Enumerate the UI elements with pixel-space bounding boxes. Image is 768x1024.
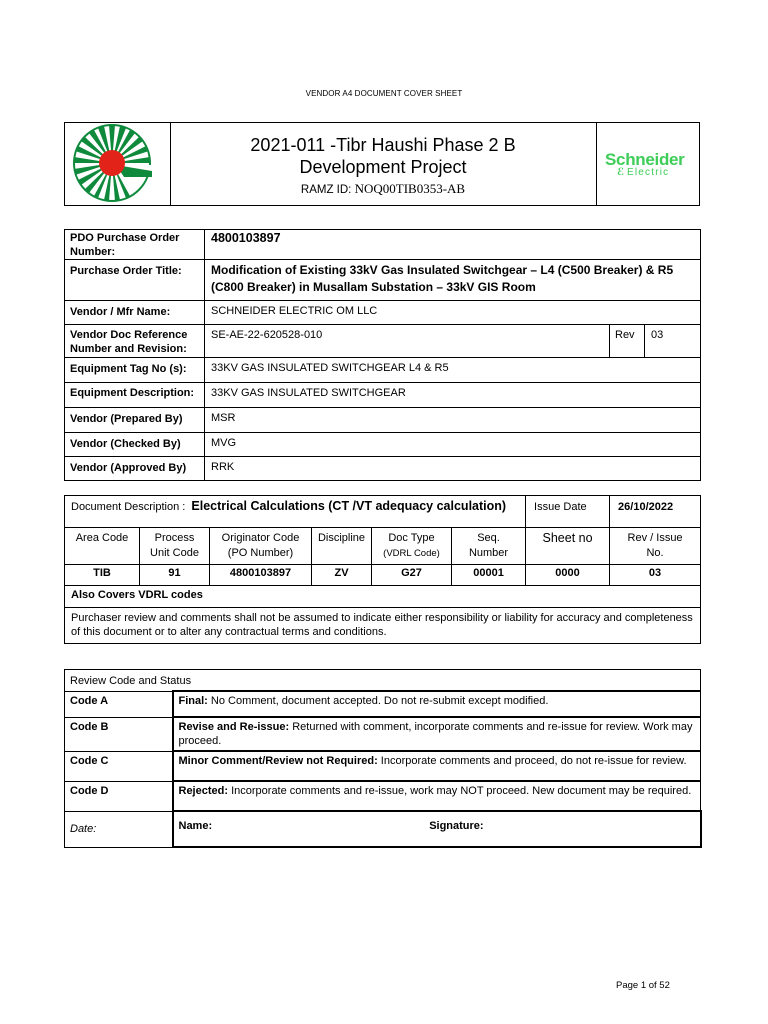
ramz-value: NOQ00TIB0353-AB [354, 181, 466, 196]
review-row-b [65, 717, 701, 751]
tag-value: 33KV GAS INSULATED SWITCHGEAR L4 & R5 [205, 358, 701, 383]
logo-cell [65, 123, 171, 205]
leaf-icon: ℰ [617, 167, 626, 178]
brand-sub [617, 167, 669, 178]
signature-label: Signature: [429, 820, 484, 832]
col-originator: Originator Code (PO Number) [210, 528, 312, 565]
doc-values-row [65, 565, 701, 586]
code-b-label: Code B [65, 717, 173, 751]
doc-desc-label: Document Description : [71, 501, 186, 513]
schneider-logo [596, 123, 700, 205]
ramz-label: RAMZ ID: [300, 184, 352, 196]
col-process: Process Unit Code [140, 528, 210, 565]
also-covers: Also Covers VDRL codes [65, 586, 701, 608]
col-sheet: Sheet no [526, 528, 610, 565]
checked-label: Vendor (Checked By) [65, 433, 205, 457]
review-row-c [65, 751, 701, 781]
code-b-desc: Revise and Re-issue: Returned with comment, incorporate comments and re-issue for review. Work may proceed. [173, 717, 701, 751]
col-doc-type: Doc Type (VDRL Code) [372, 528, 452, 565]
col-rev: Rev / Issue No. [610, 528, 701, 565]
equip-value: 33KV GAS INSULATED SWITCHGEAR [205, 383, 701, 408]
purchase-info-table [64, 229, 701, 481]
project-title-line1: 2021-011 -Tibr Haushi Phase 2 B [250, 135, 516, 155]
docref-label: Vendor Doc Reference Number and Revision: [65, 325, 205, 358]
disclaimer: Purchaser review and comments shall not be assumed to indicate either responsibility or liability for accuracy and completeness of this document or to alter any contractual terms and conditions. [65, 608, 701, 644]
doc-description [65, 496, 526, 528]
approved-label: Vendor (Approved By) [65, 457, 205, 481]
code-a-desc: Final: No Comment, document accepted. Do not re-submit except modified. [173, 691, 701, 717]
document-table [64, 495, 701, 644]
process-value: 91 [140, 565, 210, 586]
prepared-value: MSR [205, 408, 701, 433]
po-number-value: 4800103897 [205, 230, 701, 260]
discipline-value: ZV [312, 565, 372, 586]
vendor-label: Vendor / Mfr Name: [65, 301, 205, 325]
issue-date-value: 26/10/2022 [610, 496, 701, 528]
docref-value: SE-AE-22-620528-010 [205, 325, 610, 358]
project-title-block [171, 123, 595, 205]
review-table [64, 669, 702, 848]
review-row-d [65, 781, 701, 811]
originator-value: 4800103897 [210, 565, 312, 586]
seq-value: 00001 [452, 565, 526, 586]
brand-name: Schneider [605, 150, 685, 169]
sheet-value: 0000 [526, 565, 610, 586]
pdo-logo-icon [65, 123, 169, 205]
rev-issue-value: 03 [610, 565, 701, 586]
prepared-label: Vendor (Prepared By) [65, 408, 205, 433]
issue-date-label: Issue Date [526, 496, 610, 528]
code-c-label: Code C [65, 751, 173, 781]
brand-sub-text: Electric [627, 167, 670, 178]
doc-type-value: G27 [372, 565, 452, 586]
col-seq: Seq. Number [452, 528, 526, 565]
ramz-id [171, 181, 595, 197]
approved-value: RRK [205, 457, 701, 481]
col-discipline: Discipline [312, 528, 372, 565]
code-d-label: Code D [65, 781, 173, 811]
signoff-cell [173, 811, 701, 847]
tag-label: Equipment Tag No (s): [65, 358, 205, 383]
date-label: Date: [65, 811, 173, 847]
po-number-label: PDO Purchase Order Number: [65, 230, 205, 260]
project-title-line2: Development Project [299, 157, 467, 177]
doc-desc-value: Electrical Calculations (CT /VT adequacy calculation) [191, 499, 507, 513]
vendor-value: SCHNEIDER ELECTRIC OM LLC [205, 301, 701, 325]
review-title: Review Code and Status [65, 670, 701, 692]
area-code-value: TIB [65, 565, 140, 586]
code-d-desc: Rejected: Incorporate comments and re-issue, work may NOT proceed. New document may be required. [173, 781, 701, 811]
sheet-title: VENDOR A4 DOCUMENT COVER SHEET [305, 89, 463, 98]
checked-value: MVG [205, 433, 701, 457]
code-c-desc: Minor Comment/Review not Required: Incorporate comments and proceed, do not re-issue for review. [173, 751, 701, 781]
po-title-value: Modification of Existing 33kV Gas Insulated Switchgear – L4 (C500 Breaker) & R5 (C800 Breaker) in Musallam Substation – 33kV GIS Room [205, 260, 701, 301]
review-row-a [65, 691, 701, 717]
code-a-label: Code A [65, 691, 173, 717]
equip-label: Equipment Description: [65, 383, 205, 408]
page-number: Page 1 of 52 [616, 980, 670, 991]
header-box [64, 122, 700, 206]
col-area-code: Area Code [65, 528, 140, 565]
rev-value: 03 [645, 325, 701, 358]
name-label: Name: [178, 820, 213, 832]
review-signoff-row [65, 811, 701, 847]
rev-label: Rev [610, 325, 645, 358]
po-title-label: Purchase Order Title: [65, 260, 205, 301]
